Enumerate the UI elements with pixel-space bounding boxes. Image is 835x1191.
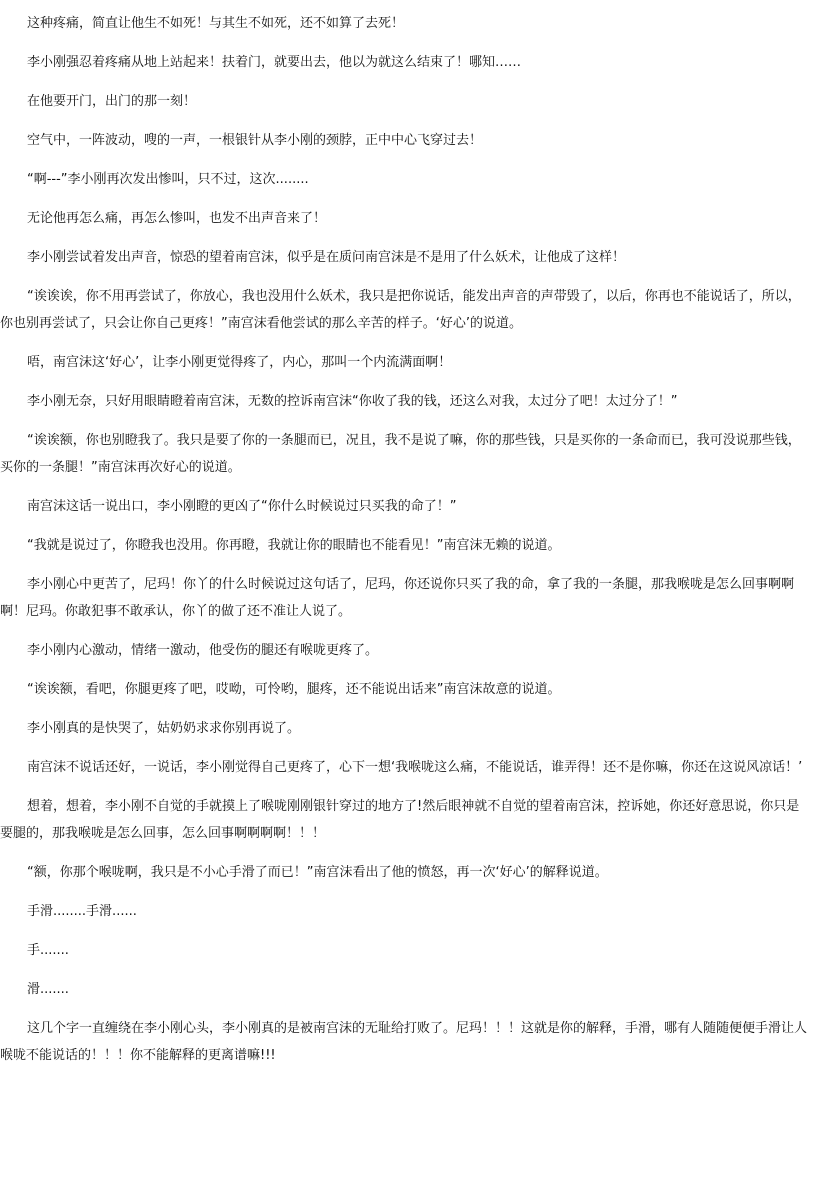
paragraph: 南宫沫这话一说出口，李小刚瞪的更凶了“你什么时候说过只买我的命了！” bbox=[27, 499, 457, 514]
paragraph: “我就是说过了，你瞪我也没用。你再瞪，我就让你的眼睛也不能看见！”南宫沫无赖的说道。 bbox=[27, 538, 561, 553]
paragraph: “诶诶额，你也别瞪我了。我只是要了你的一条腿而已，况且，我不是说了嘛，你的那些钱，只是买你的一条命而已，我可没说那些钱，买你的一条腿！”南宫沫再次好心的说道。 bbox=[0, 433, 801, 475]
paragraph: 李小刚真的是快哭了，姑奶奶求求你别再说了。 bbox=[27, 721, 301, 736]
paragraph: “啊---”李小刚再次发出惨叫，只不过，这次........ bbox=[27, 172, 309, 187]
paragraph: 空气中，一阵波动，嗖的一声，一根银针从李小刚的颈脖，正中中心飞穿过去！ bbox=[27, 133, 483, 148]
paragraph: 李小刚强忍着疼痛从地上站起来！扶着门，就要出去，他以为就这么结束了！哪知…… bbox=[27, 55, 522, 70]
paragraph: 李小刚尝试着发出声音，惊恐的望着南宫沫，似乎是在质问南宫沫是不是用了什么妖术，让他成了这样！ bbox=[27, 250, 626, 265]
paragraph: 李小刚心中更苦了，尼玛！你丫的什么时候说过这句话了，尼玛，你还说你只买了我的命，拿了我的一条腿，那我喉咙是怎么回事啊啊啊！尼玛。你敢犯事不敢承认，你丫的做了还不准让人说了。 bbox=[0, 577, 795, 619]
paragraph: 想着，想着，李小刚不自觉的手就摸上了喉咙刚刚银针穿过的地方了!然后眼神就不自觉的望着南宫沫，控诉她，你还好意思说，你只是要腿的，那我喉咙是怎么回事，怎么回事啊啊啊啊！！！ bbox=[0, 799, 800, 841]
paragraph: 这种疼痛，简直让他生不如死！与其生不如死，还不如算了去死！ bbox=[27, 16, 405, 31]
paragraph: 手....... bbox=[27, 943, 69, 958]
paragraph: 这几个字一直缠绕在李小刚心头，李小刚真的是被南宫沫的无耻给打败了。尼玛！！！这就是你的解释，手滑，哪有人随随便便手滑让人喉咙不能说话的！！！你不能解释的更离谱嘛!!! bbox=[0, 1021, 808, 1063]
paragraph: “额，你那个喉咙啊，我只是不小心手滑了而已！”南宫沫看出了他的愤怒，再一次‘好心’的解释说道。 bbox=[27, 865, 608, 880]
paragraph: 滑....... bbox=[27, 982, 69, 997]
paragraph: “诶诶额，看吧，你腿更疼了吧，哎呦，可怜哟，腿疼，还不能说出话来”南宫沫故意的说道。 bbox=[27, 682, 561, 697]
paragraph: 无论他再怎么痛，再怎么惨叫，也发不出声音来了！ bbox=[27, 211, 327, 226]
paragraph: 南宫沫不说话还好，一说话，李小刚觉得自己更疼了，心下一想‘我喉咙这么痛，不能说话，谁弄得！还不是你嘛，你还在这说风凉话！’ bbox=[27, 760, 803, 775]
paragraph: 手滑........手滑...... bbox=[27, 904, 137, 919]
paragraph: 李小刚内心激动，情绪一激动，他受伤的腿还有喉咙更疼了。 bbox=[27, 643, 379, 658]
document-body bbox=[0, 10, 812, 1081]
paragraph: “诶诶诶，你不用再尝试了，你放心，我也没用什么妖术，我只是把你说话，能发出声音的声带毁了，以后，你再也不能说话了，所以，你也别再尝试了，只会让你自己更疼！”南宫沫看他尝试的那么辛苦的样子。‘好心’的说道。 bbox=[0, 289, 801, 331]
paragraph: 李小刚无奈，只好用眼睛瞪着南宫沫，无数的控诉南宫沫“你收了我的钱，还这么对我，太过分了吧！太过分了！” bbox=[27, 394, 678, 409]
paragraph: 在他要开门，出门的那一刻！ bbox=[27, 94, 197, 109]
paragraph: 唔，南宫沫这‘好心’，让李小刚更觉得疼了，内心，那叫一个内流满面啊！ bbox=[27, 355, 452, 370]
